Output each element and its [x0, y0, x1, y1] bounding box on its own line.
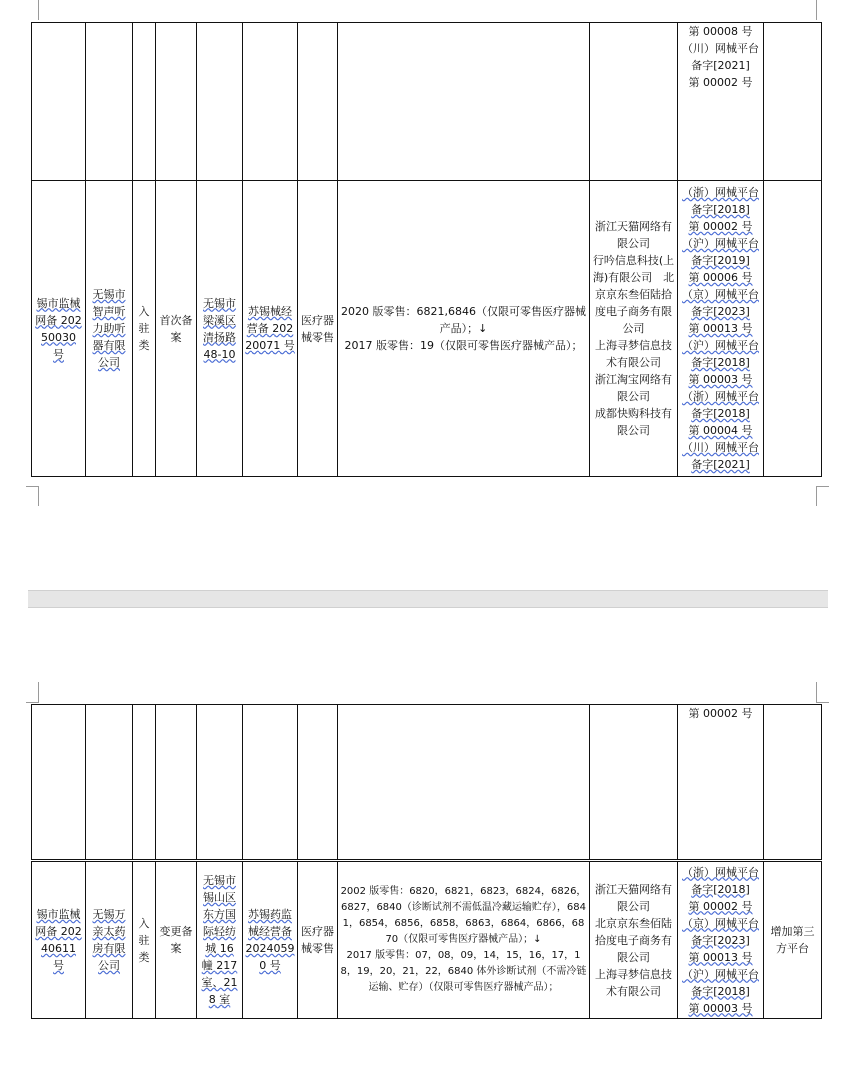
category-text: 入驻类 — [138, 916, 150, 964]
address-text: 无锡市梁溪区清扬路 48-10 — [203, 296, 236, 361]
record-no-cell — [32, 181, 86, 477]
remark-text: 增加第三方平台 — [770, 925, 815, 955]
table-row — [32, 861, 822, 1019]
address-cell — [197, 181, 243, 477]
scope-cell — [338, 181, 590, 477]
category-cell — [133, 181, 156, 477]
remark-cell — [764, 705, 822, 861]
category-cell — [133, 23, 156, 181]
business-cell — [298, 181, 338, 477]
scope-line: 2020 版零售：6821,6846（仅限可零售医疗器械产品）；↓ — [341, 305, 586, 335]
category-cell — [133, 705, 156, 861]
page-corner-mark — [26, 682, 39, 703]
address-text: 无锡市锡山区东方国际轻纺城 16 幢 217 室、218 室 — [201, 874, 238, 1006]
platform-text: 浙江天猫网络有限公司 行吟信息科技(上海)有限公司 北京京东叁佰陆拾度电子商务有限公司 上海寻梦信息技术有限公司 浙江淘宝网络有限公司 成都快购科技有限公司 — [592, 220, 675, 437]
page-corner-mark — [816, 682, 829, 703]
page-corner-mark — [816, 0, 817, 20]
license-cell — [243, 23, 298, 181]
license-text: 苏锡药监械经营备 20240590 号 — [245, 908, 295, 972]
platform-record-cell — [678, 181, 764, 477]
platform-record-text: 第 00008 号 （川）网械平台备字[2021] 第 00002 号 — [682, 25, 759, 89]
page-corner-mark — [816, 486, 829, 507]
platform-cell — [590, 23, 678, 181]
address-cell — [197, 861, 243, 1019]
table-row — [32, 705, 822, 861]
scope-cell — [338, 705, 590, 861]
record-type-cell — [156, 181, 197, 477]
address-cell — [197, 705, 243, 861]
remark-cell — [764, 861, 822, 1019]
business-text: 医疗器械零售 — [301, 925, 334, 955]
platform-record-text: （浙）网械平台备字[2018] 第 00002 号 （京）网械平台备字[2023] 第 00013 号 （沪）网械平台备字[2018] 第 00003 号 — [682, 865, 759, 1015]
platform-cell — [590, 705, 678, 861]
record-type-text: 变更备案 — [159, 925, 193, 955]
record-type-cell — [156, 861, 197, 1019]
record-table-page-1 — [31, 22, 822, 477]
platform-text: 浙江天猫网络有限公司 北京京东叁佰陆拾度电子商务有限公司 上海寻梦信息技术有限公司 — [595, 882, 672, 998]
record-no-text: 锡市监械网备 20240611 号 — [35, 908, 82, 972]
category-text: 入驻类 — [138, 305, 150, 352]
business-text: 医疗器械零售 — [301, 313, 334, 344]
record-table-page-2 — [31, 704, 822, 1019]
platform-cell — [590, 861, 678, 1019]
record-type-text: 首次备案 — [159, 313, 193, 344]
address-cell — [197, 23, 243, 181]
page-corner-mark — [26, 486, 39, 507]
license-cell — [243, 181, 298, 477]
scope-line: 2002 版零售：6820，6821，6823，6824，6826，6827，6840（诊断试剂不需低温冷藏运输贮存），6841，6854，6856，6858，6863，6864，6866，6870（仅限可零售医疗器械产品）；↓ — [340, 886, 587, 945]
record-no-cell — [32, 705, 86, 861]
scope-line: 2017 版零售：19（仅限可零售医疗器械产品）； — [344, 339, 583, 352]
record-type-cell — [156, 705, 197, 861]
company-cell — [86, 705, 133, 861]
license-cell — [243, 861, 298, 1019]
page-separator — [28, 590, 828, 608]
company-cell — [86, 181, 133, 477]
platform-record-cell — [678, 861, 764, 1019]
platform-record-text: 第 00002 号 — [688, 707, 753, 720]
table-row — [32, 23, 822, 181]
remark-cell — [764, 181, 822, 477]
scope-cell — [338, 23, 590, 181]
license-cell — [243, 705, 298, 861]
platform-cell — [590, 181, 678, 477]
table-row — [32, 181, 822, 477]
scope-line: 2017 版零售：07，08，09，14，15，16，17，18，19，20，21，22，6840 体外诊断试剂（不需冷链运输、贮存）（仅限可零售医疗器械产品）； — [340, 950, 587, 993]
license-text: 苏锡械经营备 20220071 号 — [245, 305, 295, 352]
page-gap — [0, 506, 849, 680]
platform-record-text: （浙）网械平台备字[2018] 第 00002 号 （沪）网械平台备字[2019] 第 00006 号 （京）网械平台备字[2023] 第 00013 号 （沪）网械平台备字[2018] 第 00003 号 （浙）网械平台备字[2018] 第 00004 号 （川）网械平台备字[2021] — [682, 186, 759, 471]
scope-cell — [338, 861, 590, 1019]
category-cell — [133, 861, 156, 1019]
business-cell — [298, 705, 338, 861]
company-cell — [86, 23, 133, 181]
page-corner-mark — [38, 0, 39, 20]
business-cell — [298, 861, 338, 1019]
platform-record-cell — [678, 23, 764, 181]
platform-record-cell — [678, 705, 764, 861]
company-cell — [86, 861, 133, 1019]
company-text: 无锡市智声听力助听器有限公司 — [92, 288, 126, 369]
business-cell — [298, 23, 338, 181]
company-text: 无锡万亲太药房有限公司 — [92, 908, 126, 972]
record-no-cell — [32, 861, 86, 1019]
remark-cell — [764, 23, 822, 181]
record-no-cell — [32, 23, 86, 181]
record-type-cell — [156, 23, 197, 181]
record-no-text: 锡市监械网备 20250030 号 — [35, 296, 82, 361]
